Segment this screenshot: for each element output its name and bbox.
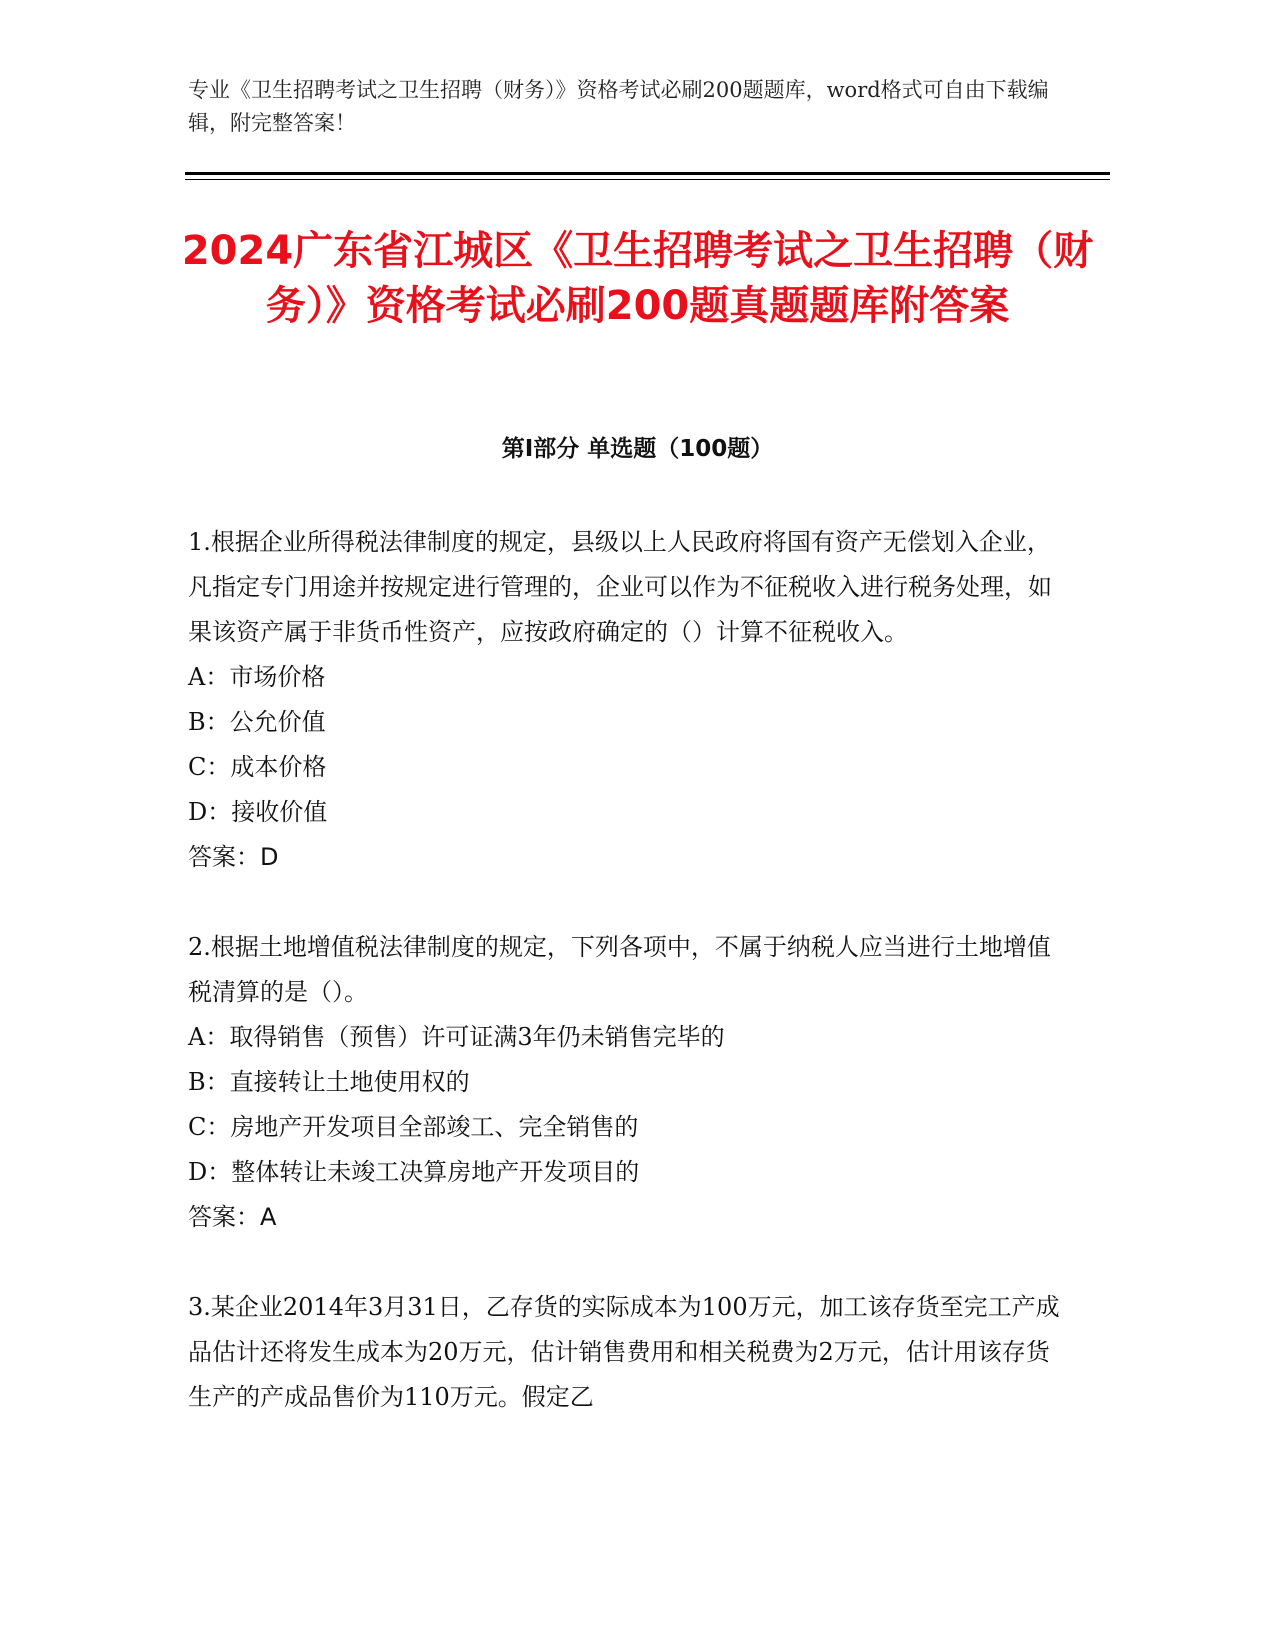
option-a: A：取得销售（预售）许可证满3年仍未销售完毕的 <box>188 1023 725 1051</box>
question-stem: 2.根据土地增值税法律制度的规定，下列各项中，不属于纳税人应当进行土地增值税清算的是（）。 <box>188 933 1051 1006</box>
header-rule-thin <box>185 179 1110 180</box>
question-spacer <box>188 1240 1068 1285</box>
option-a: A：市场价格 <box>188 663 326 691</box>
option-c: C：房地产开发项目全部竣工、完全销售的 <box>188 1113 639 1141</box>
question-1 <box>188 520 1068 880</box>
question-3 <box>188 1285 1068 1420</box>
answer-line: 答案：D <box>188 843 279 871</box>
header-rule-thick <box>185 172 1110 175</box>
option-b: B：公允价值 <box>188 708 326 736</box>
option-c: C：成本价格 <box>188 753 327 781</box>
option-d: D：整体转让未竣工决算房地产开发项目的 <box>188 1158 640 1186</box>
question-stem: 1.根据企业所得税法律制度的规定，县级以上人民政府将国有资产无偿划入企业，凡指定专门用途并按规定进行管理的，企业可以作为不征税收入进行税务处理，如果该资产属于非货币性资产，应按政府确定的（）计算不征税收入。 <box>188 528 1052 646</box>
option-d: D：接收价值 <box>188 798 328 826</box>
document-title: 2024广东省江城区《卫生招聘考试之卫生招聘（财务）》资格考试必刷200题真题题库附答案 <box>181 228 1094 329</box>
question-stem: 3.某企业2014年3月31日，乙存货的实际成本为100万元，加工该存货至完工产成品估计还将发生成本为20万元，估计销售费用和相关税费为2万元，估计用该存货生产的产成品售价为110万元。假定乙 <box>188 1293 1060 1411</box>
option-b: B：直接转让土地使用权的 <box>188 1068 470 1096</box>
answer-line: 答案：A <box>188 1203 277 1231</box>
question-list <box>188 520 1068 1420</box>
header-note: 专业《卫生招聘考试之卫生招聘（财务）》资格考试必刷200题题库，word格式可自由下载编辑，附完整答案！ <box>188 78 1049 135</box>
question-spacer <box>188 880 1068 925</box>
question-2 <box>188 925 1068 1240</box>
section-heading: 第Ⅰ部分 单选题（100题） <box>501 436 774 462</box>
